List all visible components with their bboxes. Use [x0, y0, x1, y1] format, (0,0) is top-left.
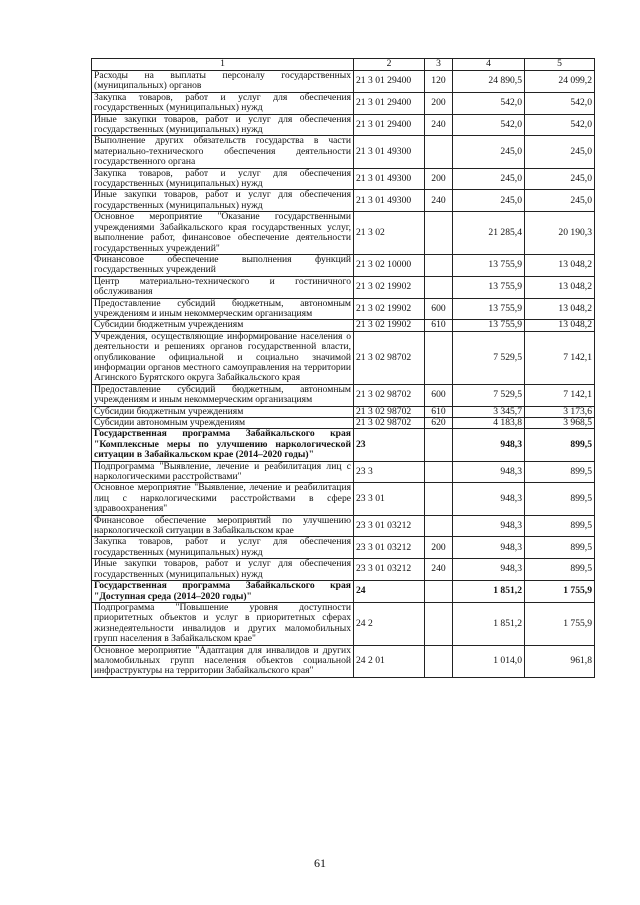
cell-vr: 600 [425, 298, 453, 320]
cell-name: Иные закупки товаров, работ и услуг для обеспечения государственных (муниципальных) нужд [92, 559, 354, 581]
cell-code: 21 3 01 49300 [354, 168, 425, 190]
cell-code: 21 3 01 49300 [354, 136, 425, 168]
cell-name: Центр материально-технического и гостиничного обслуживания [92, 276, 354, 298]
cell-name: Финансовое обеспечение мероприятий по улучшению наркологической ситуации в Забайкальском крае [92, 515, 354, 537]
cell-vr: 240 [425, 190, 453, 212]
cell-v4: 7 529,5 [453, 331, 525, 384]
cell-name: Основное мероприятие "Оказание государственными учреждениями Забайкальского края государственных услуг, выполнение работ, финансовое обеспечение деятельности государственных учреждений" [92, 212, 354, 255]
cell-v4: 1 851,2 [453, 602, 525, 645]
cell-name: Субсидии автономным учреждениям [92, 418, 354, 429]
cell-code: 21 3 02 19902 [354, 320, 425, 331]
table-row [92, 92, 595, 114]
cell-code: 23 3 01 03212 [354, 559, 425, 581]
cell-vr: 600 [425, 384, 453, 406]
table-row [92, 581, 595, 603]
cell-v5: 899,5 [525, 429, 595, 461]
cell-name: Закупка товаров, работ и услуг для обеспечения государственных (муниципальных) нужд [92, 92, 354, 114]
cell-name: Подпрограмма "Повышение уровня доступности приоритетных объектов и услуг в приоритетных сферах жизнедеятельности инвалидов и других маломобильных групп населения в Забайкальском крае" [92, 602, 354, 645]
cell-vr [425, 645, 453, 677]
cell-name: Финансовое обеспечение выполнения функций государственных учреждений [92, 254, 354, 276]
cell-name: Предоставление субсидий бюджетным, автономным учреждениям и иным некоммерческим организациям [92, 384, 354, 406]
cell-vr [425, 254, 453, 276]
cell-vr [425, 331, 453, 384]
cell-name: Закупка товаров, работ и услуг для обеспечения государственных (муниципальных) нужд [92, 537, 354, 559]
cell-v5: 13 048,2 [525, 276, 595, 298]
table-row [92, 645, 595, 677]
cell-v5: 899,5 [525, 461, 595, 483]
cell-code: 21 3 02 98702 [354, 331, 425, 384]
cell-vr [425, 483, 453, 515]
cell-vr: 200 [425, 537, 453, 559]
cell-vr [425, 461, 453, 483]
table-row [92, 483, 595, 515]
cell-v5: 899,5 [525, 515, 595, 537]
cell-v5: 24 099,2 [525, 71, 595, 93]
cell-code: 21 3 02 [354, 212, 425, 255]
table-row [92, 384, 595, 406]
cell-v4: 948,3 [453, 461, 525, 483]
cell-v4: 245,0 [453, 136, 525, 168]
cell-code: 23 3 01 [354, 483, 425, 515]
cell-v4: 21 285,4 [453, 212, 525, 255]
header-col-2: 2 [354, 59, 425, 71]
cell-v4: 7 529,5 [453, 384, 525, 406]
cell-name: Основное мероприятие "Адаптация для инвалидов и других маломобильных групп населения объектов социальной инфраструктуры на территории Забайкальского края" [92, 645, 354, 677]
cell-v5: 3 173,6 [525, 406, 595, 417]
table-row [92, 537, 595, 559]
cell-code: 23 3 01 03212 [354, 537, 425, 559]
cell-vr: 240 [425, 114, 453, 136]
cell-vr: 200 [425, 168, 453, 190]
cell-name: Закупка товаров, работ и услуг для обеспечения государственных (муниципальных) нужд [92, 168, 354, 190]
cell-code: 21 3 02 19902 [354, 276, 425, 298]
table-row [92, 602, 595, 645]
cell-v4: 24 890,5 [453, 71, 525, 93]
cell-vr [425, 515, 453, 537]
cell-code: 21 3 01 49300 [354, 190, 425, 212]
table-row [92, 276, 595, 298]
cell-v5: 3 968,5 [525, 418, 595, 429]
cell-v4: 948,3 [453, 537, 525, 559]
cell-name: Расходы на выплаты персоналу государственных (муниципальных) органов [92, 71, 354, 93]
cell-v4: 13 755,9 [453, 276, 525, 298]
header-col-5: 5 [525, 59, 595, 71]
header-col-4: 4 [453, 59, 525, 71]
table-row [92, 71, 595, 93]
cell-vr [425, 429, 453, 461]
cell-name: Иные закупки товаров, работ и услуг для обеспечения государственных (муниципальных) нужд [92, 190, 354, 212]
table-row [92, 298, 595, 320]
cell-v4: 1 014,0 [453, 645, 525, 677]
cell-code: 21 3 02 10000 [354, 254, 425, 276]
cell-code: 24 2 01 [354, 645, 425, 677]
table-row [92, 515, 595, 537]
cell-v4: 245,0 [453, 190, 525, 212]
cell-code: 21 3 02 19902 [354, 298, 425, 320]
cell-v4: 13 755,9 [453, 298, 525, 320]
cell-v5: 542,0 [525, 92, 595, 114]
cell-code: 21 3 02 98702 [354, 384, 425, 406]
cell-v4: 542,0 [453, 114, 525, 136]
cell-v5: 1 755,9 [525, 581, 595, 603]
cell-vr: 120 [425, 71, 453, 93]
table-row [92, 406, 595, 417]
cell-vr [425, 581, 453, 603]
cell-v4: 4 183,8 [453, 418, 525, 429]
cell-v5: 7 142,1 [525, 331, 595, 384]
cell-code: 24 2 [354, 602, 425, 645]
cell-v4: 948,3 [453, 483, 525, 515]
cell-code: 23 [354, 429, 425, 461]
table-row [92, 168, 595, 190]
table-row [92, 320, 595, 331]
cell-code: 24 [354, 581, 425, 603]
cell-code: 23 3 [354, 461, 425, 483]
cell-v4: 542,0 [453, 92, 525, 114]
cell-name: Основное мероприятие "Выявление, лечение и реабилитация лиц с наркологическими расстройствами в сфере здравоохранения" [92, 483, 354, 515]
cell-v5: 245,0 [525, 190, 595, 212]
cell-vr [425, 602, 453, 645]
cell-name: Субсидии бюджетным учреждениям [92, 320, 354, 331]
table-row [92, 114, 595, 136]
table-row [92, 559, 595, 581]
cell-name: Иные закупки товаров, работ и услуг для обеспечения государственных (муниципальных) нужд [92, 114, 354, 136]
cell-vr: 610 [425, 320, 453, 331]
table-row [92, 212, 595, 255]
table-row [92, 136, 595, 168]
cell-code: 21 3 01 29400 [354, 71, 425, 93]
cell-v5: 245,0 [525, 136, 595, 168]
cell-vr [425, 276, 453, 298]
cell-vr: 200 [425, 92, 453, 114]
cell-name: Предоставление субсидий бюджетным, автономным учреждениям и иным некоммерческим организациям [92, 298, 354, 320]
cell-v5: 245,0 [525, 168, 595, 190]
cell-v5: 542,0 [525, 114, 595, 136]
cell-vr: 240 [425, 559, 453, 581]
cell-v5: 899,5 [525, 483, 595, 515]
table-row [92, 418, 595, 429]
budget-table [91, 58, 595, 678]
cell-vr: 620 [425, 418, 453, 429]
cell-code: 23 3 01 03212 [354, 515, 425, 537]
cell-name: Выполнение других обязательств государства в части материально-технического обеспечения деятельности государственного органа [92, 136, 354, 168]
cell-code: 21 3 01 29400 [354, 114, 425, 136]
cell-v5: 961,8 [525, 645, 595, 677]
cell-name: Подпрограмма "Выявление, лечение и реабилитация лиц с наркологическими расстройствами" [92, 461, 354, 483]
cell-code: 21 3 02 98702 [354, 418, 425, 429]
table-body [92, 71, 595, 678]
header-col-1: 1 [92, 59, 354, 71]
cell-code: 21 3 02 98702 [354, 406, 425, 417]
cell-v5: 20 190,3 [525, 212, 595, 255]
table-row [92, 429, 595, 461]
cell-name: Государственная программа Забайкальского края "Доступная среда (2014–2020 годы)" [92, 581, 354, 603]
cell-v4: 948,3 [453, 429, 525, 461]
table-row [92, 461, 595, 483]
cell-v5: 899,5 [525, 537, 595, 559]
cell-v4: 948,3 [453, 515, 525, 537]
cell-v4: 13 755,9 [453, 254, 525, 276]
page-number: 61 [314, 856, 326, 870]
table-row [92, 190, 595, 212]
cell-name: Государственная программа Забайкальского края "Комплексные меры по улучшению наркологической ситуации в Забайкальском крае (2014–2020 годы)" [92, 429, 354, 461]
cell-vr: 610 [425, 406, 453, 417]
table-header-row [92, 59, 595, 71]
cell-v4: 3 345,7 [453, 406, 525, 417]
cell-name: Учреждения, осуществляющие информирование населения о деятельности и решениях органов государственной власти, опубликование официальной и социально значимой информации органов местного самоуправления на территории Агинского Бурятского округа Забайкальского края [92, 331, 354, 384]
cell-vr [425, 212, 453, 255]
cell-v5: 7 142,1 [525, 384, 595, 406]
cell-v4: 1 851,2 [453, 581, 525, 603]
cell-v5: 13 048,2 [525, 298, 595, 320]
cell-v5: 899,5 [525, 559, 595, 581]
cell-v5: 13 048,2 [525, 320, 595, 331]
table-row [92, 331, 595, 384]
cell-v4: 13 755,9 [453, 320, 525, 331]
cell-v4: 948,3 [453, 559, 525, 581]
cell-code: 21 3 01 29400 [354, 92, 425, 114]
cell-v4: 245,0 [453, 168, 525, 190]
cell-v5: 13 048,2 [525, 254, 595, 276]
header-col-3: 3 [425, 59, 453, 71]
table-row [92, 254, 595, 276]
cell-name: Субсидии бюджетным учреждениям [92, 406, 354, 417]
cell-vr [425, 136, 453, 168]
cell-v5: 1 755,9 [525, 602, 595, 645]
